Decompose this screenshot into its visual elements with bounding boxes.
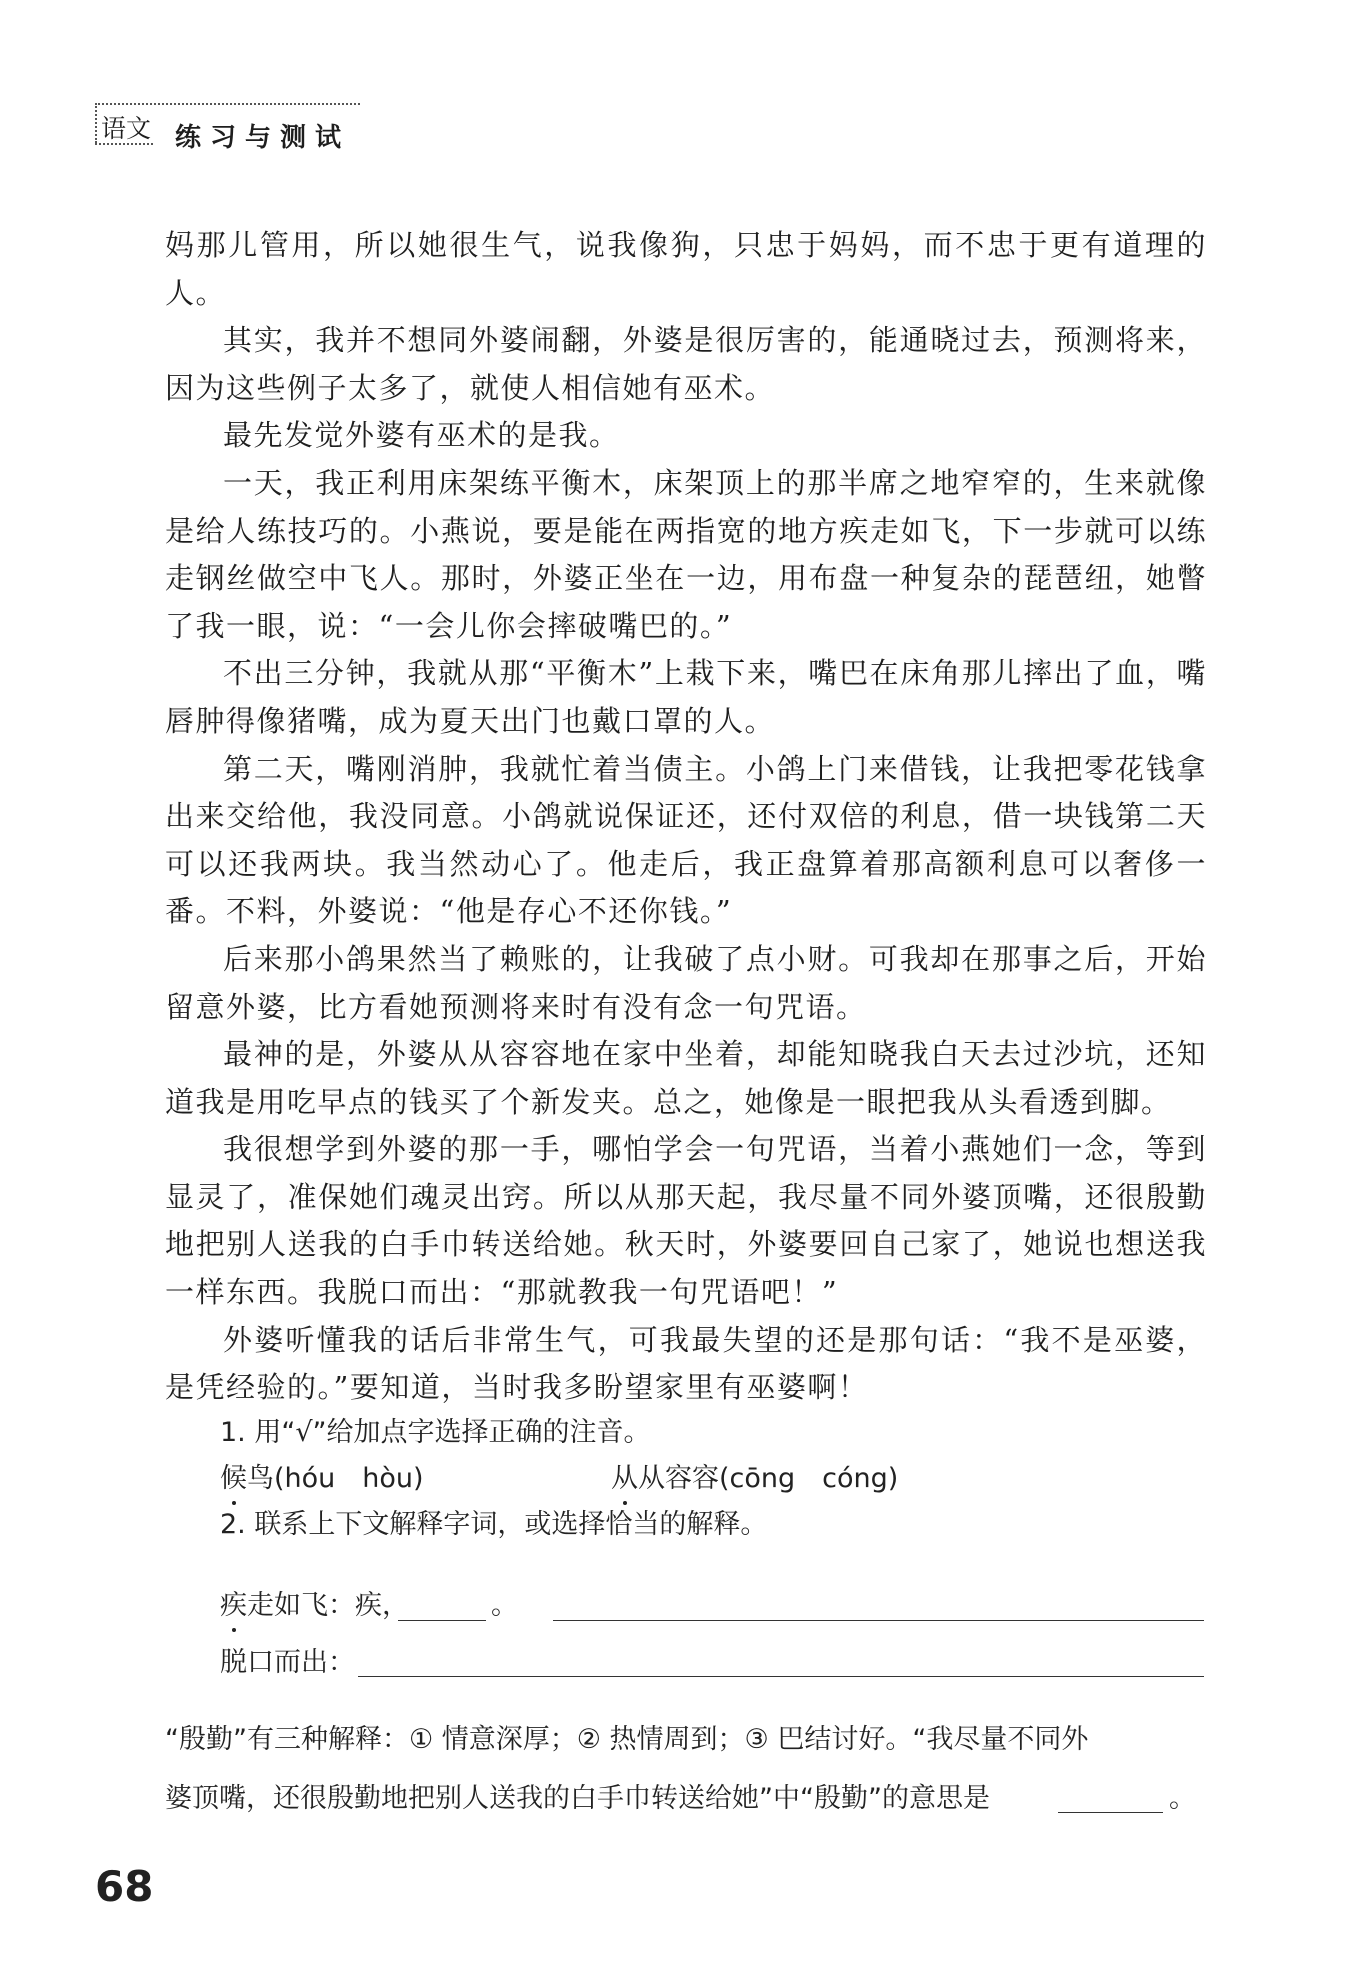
question-2-item-3-line-1: “殷勤”有三种解释：① 情意深厚；② 热情周到；③ 巴结讨好。“我尽量不同外	[165, 1724, 1089, 1755]
paragraph: 最神的是，外婆从从容容地在家中坐着，却能知晓我白天去过沙坑，还知道我是用吃早点的钱买了个新发夹。总之，她像是一眼把我从头看透到脚。	[165, 1037, 1207, 1119]
item-label: 走如飞：疾，	[247, 1590, 409, 1621]
emphasis-dot-char: 疾	[220, 1583, 247, 1622]
paragraph: 一天，我正利用床架练平衡木，床架顶上的那半席之地窄窄的，生来就像是给人练技巧的。小燕说，要是能在两指宽的地方疾走如飞，下一步就可以练走钢丝做空中飞人。那时，外婆正坐在一边，用布盘一种复杂的琵琶纽，她瞥了我一眼，说：“一会儿你会摔破嘴巴的。”	[165, 465, 1207, 643]
paragraph: 最先发觉外婆有巫术的是我。	[223, 418, 620, 453]
word-rest: 鸟	[247, 1463, 274, 1494]
pinyin-options[interactable]: (cōng cóng)	[719, 1463, 899, 1494]
book-title: 练习与测试	[175, 123, 351, 153]
emphasis-dot-char: 从	[611, 1456, 638, 1495]
paragraph: 我很想学到外婆的那一手，哪怕学会一句咒语，当着小燕她们一念，等到显灵了，准保她们魂灵出窍。所以从那天起，我尽量不同外婆顶嘴，还很殷勤地把别人送我的白手巾转送给她。秋天时，外婆要回自己家了，她说也想送我一样东西。我脱口而出：“那就教我一句咒语吧！”	[165, 1132, 1207, 1310]
answer-blank-long[interactable]	[358, 1676, 1204, 1677]
separator: 。	[1169, 1783, 1196, 1814]
paragraph: 第二天，嘴刚消肿，我就忙着当债主。小鸽上门来借钱，让我把零花钱拿出来交给他，我没同意。小鸽就说保证还，还付双倍的利息，借一块钱第二天可以还我两块。我当然动心了。他走后，我正盘算着那高额利息可以奢侈一番。不料，外婆说：“他是存心不还你钱。”	[165, 751, 1207, 929]
reading-passage	[165, 222, 1207, 1412]
subject-label: 语文	[101, 114, 152, 143]
emphasis-dot-char: 候	[220, 1456, 247, 1495]
question-2-prompt: 2. 联系上下文解释字词，或选择恰当的解释。	[220, 1509, 768, 1540]
paragraph: 其实，我并不想同外婆闹翻，外婆是很厉害的，能通晓过去，预测将来，因为这些例子太多了，就使人相信她有巫术。	[165, 323, 1207, 405]
paragraph: 不出三分钟，我就从那“平衡木”上栽下来，嘴巴在床角那儿摔出了血，嘴唇肿得像猪嘴，成为夏天出门也戴口罩的人。	[165, 656, 1207, 738]
page-header	[95, 103, 360, 151]
header-dotted-side	[95, 103, 97, 143]
question-2-item-2-label: 脱口而出：	[220, 1647, 355, 1678]
paragraph: 外婆听懂我的话后非常生气，可我最失望的还是那句话：“我不是巫婆，是凭经验的。”要知道，当时我多盼望家里有巫婆啊！	[165, 1322, 1207, 1405]
pinyin-options[interactable]: (hóu hòu)	[274, 1463, 424, 1494]
separator: 。	[491, 1590, 518, 1621]
answer-blank-short[interactable]	[398, 1620, 486, 1621]
word-rest: 从容容	[638, 1463, 719, 1494]
paragraph: 妈那儿管用，所以她很生气，说我像狗，只忠于妈妈，而不忠于更有道理的人。	[165, 228, 1207, 310]
question-1-item-1	[220, 1456, 424, 1495]
question-2-item-3-line-2: 婆顶嘴，还很殷勤地把别人送我的白手巾转送给她”中“殷勤”的意思是	[165, 1783, 990, 1814]
question-2-item-1	[220, 1583, 409, 1622]
header-dotted-rule	[95, 103, 360, 105]
question-1-item-2	[611, 1456, 898, 1495]
paragraph: 后来那小鸽果然当了赖账的，让我破了点小财。可我却在那事之后，开始留意外婆，比方看她预测将来时有没有念一句咒语。	[165, 941, 1207, 1024]
answer-blank-short[interactable]	[1058, 1812, 1163, 1813]
answer-blank-long[interactable]	[553, 1620, 1204, 1621]
question-1-prompt: 1. 用“√”给加点字选择正确的注音。	[220, 1417, 651, 1448]
page-number: 68	[95, 1862, 154, 1911]
